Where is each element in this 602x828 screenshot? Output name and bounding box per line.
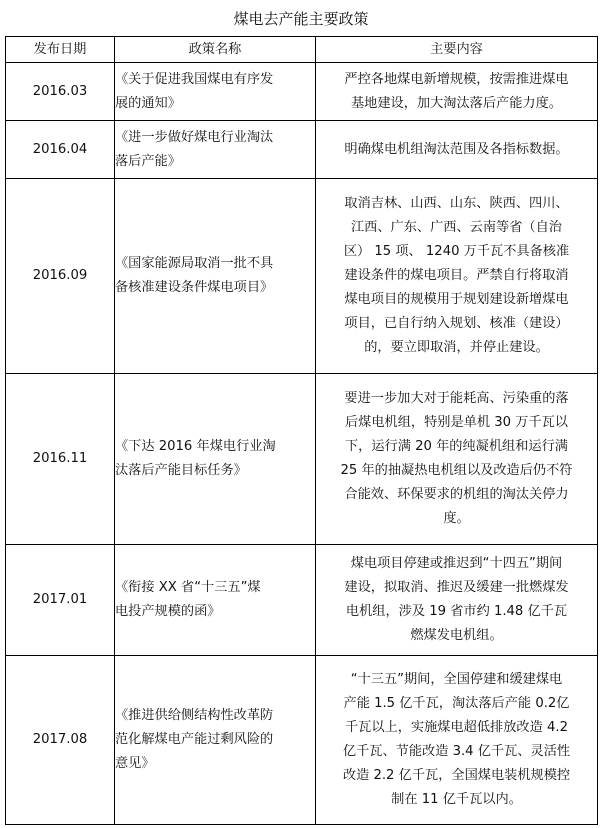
content-line: 取消吉林、山西、山东、陕西、四川、	[344, 196, 569, 211]
policy-name-cell	[115, 179, 316, 374]
content-line: 明确煤电机组淘汰范围及各指标数据。	[344, 141, 569, 157]
header-date: 发布日期	[6, 37, 115, 63]
policy-name-cell	[115, 545, 316, 656]
header-name: 政策名称	[115, 37, 316, 63]
content-line: 度。	[443, 511, 470, 526]
table-header-row	[6, 37, 598, 63]
content-line: 产能 1.5 亿千瓦，淘汰落后产能 0.2亿	[343, 696, 570, 711]
content-line: 严控各地煤电新增规模，按需推进煤电	[344, 71, 569, 87]
policy-name-line: 《进一步做好煤电行业淘汰	[115, 129, 274, 145]
table-row	[6, 545, 598, 656]
policy-name-cell	[115, 374, 316, 545]
policy-table	[5, 36, 598, 825]
content-line: 煤电项目的规模用于规划建设新增煤电	[344, 292, 569, 307]
date-cell: 2017.01	[6, 545, 115, 656]
content-line: 煤电项目停建或推迟到“十四五”期间	[350, 556, 563, 571]
content-cell	[316, 63, 598, 121]
content-line: 亿千瓦、节能改造 3.4 亿千瓦、灵活性	[342, 744, 571, 759]
table-row	[6, 121, 598, 179]
policy-name-line: 《关于促进我国煤电有序发	[115, 71, 274, 87]
policy-name-cell	[115, 63, 316, 121]
content-line: 25 年的抽凝热电机组以及改造后仍不符	[340, 463, 573, 478]
date-cell: 2016.04	[6, 121, 115, 179]
content-line: 基地建设，加大淘汰落后产能力度。	[351, 95, 562, 111]
policy-name-line: 《推进供给侧结构性改革防	[115, 708, 274, 723]
content-line: “十三五”期间，全国停建和缓建煤电	[350, 672, 563, 687]
content-line: 燃煤发电机组。	[410, 628, 503, 643]
date-cell: 2017.08	[6, 656, 115, 825]
content-line: 建设，拟取消、推迟及缓建一批燃煤发	[344, 580, 569, 595]
content-line: 后煤电机组，特别是单机 30 万千瓦以	[345, 415, 568, 430]
content-line: 改造 2.2 亿千瓦，全国煤电装机规模控	[342, 768, 571, 783]
table-title: 煤电去产能主要政策	[233, 10, 369, 28]
policy-name-line: 备核准建设条件煤电项目》	[115, 280, 274, 295]
policy-name-cell	[115, 121, 316, 179]
content-cell	[316, 374, 598, 545]
content-cell	[316, 656, 598, 825]
policy-name-cell	[115, 656, 316, 825]
policy-name-line: 意见》	[115, 756, 155, 771]
policy-name-line: 《衔接 XX 省“十三五”煤	[115, 580, 261, 595]
content-line: 项目，已自行纳入规划、核准（建设）	[344, 316, 569, 331]
date-cell: 2016.03	[6, 63, 115, 121]
content-cell	[316, 545, 598, 656]
policy-name-line: 范化解煤电产能过剩风险的	[115, 732, 274, 747]
content-line: 电机组，涉及 19 省市约 1.48 亿千瓦	[345, 604, 568, 619]
table-row	[6, 374, 598, 545]
header-content: 主要内容	[316, 37, 598, 63]
table-row	[6, 656, 598, 825]
content-cell	[316, 121, 598, 179]
table-row	[6, 179, 598, 374]
policy-name-line: 汰落后产能目标任务》	[115, 463, 247, 478]
date-cell: 2016.11	[6, 374, 115, 545]
content-line: 下，运行满 20 年的纯凝机组和运行满	[345, 439, 568, 454]
content-cell	[316, 179, 598, 374]
table-row	[6, 63, 598, 121]
policy-name-line: 《下达 2016 年煤电行业淘	[115, 439, 276, 454]
date-cell: 2016.09	[6, 179, 115, 374]
content-line: 建设条件的煤电项目。严禁自行将取消	[344, 268, 569, 283]
policy-name-line: 展的通知》	[115, 95, 181, 111]
content-line: 的，要立即取消，并停止建设。	[364, 340, 549, 355]
policy-name-line: 电投产规模的函》	[115, 604, 221, 619]
content-line: 区） 15 项、 1240 万千瓦不具备核准	[343, 244, 570, 259]
policy-name-line: 《国家能源局取消一批不具	[115, 256, 274, 271]
content-line: 千瓦以上，实施煤电超低排放改造 4.2	[345, 720, 568, 735]
policy-name-line: 落后产能》	[115, 153, 181, 169]
content-line: 江西、广东、广西、云南等省（自治	[351, 220, 562, 235]
content-line: 制在 11 亿千瓦以内。	[391, 792, 522, 807]
content-line: 要进一步加大对于能耗高、污染重的落	[344, 391, 569, 406]
content-line: 合能效、环保要求的机组的淘汰关停力	[344, 487, 569, 502]
